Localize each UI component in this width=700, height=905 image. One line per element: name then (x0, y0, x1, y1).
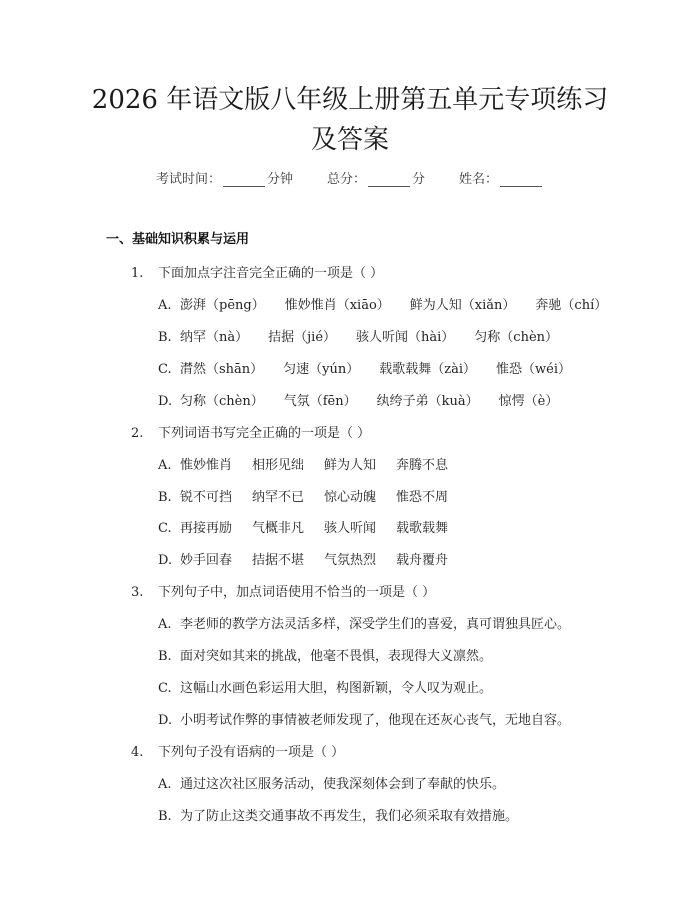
q4-option-b: B. 为了防止这类交通事故不再发生，我们必须采取有效措施。 (158, 809, 519, 824)
q2-option-c: C. 再接再励 气概非凡 骇人听闻 载歌载舞 (158, 521, 449, 536)
q2-option-a: A. 惟妙惟肖 相形见绌 鲜为人知 奔腾不息 (158, 458, 449, 473)
exam-time-field: 考试时间： 分钟 (155, 172, 293, 187)
q3-option-a: A. 李老师的教学方法灵活多样，深受学生们的喜爱，真可谓独具匠心。 (158, 617, 571, 632)
question-1: 1. 下面加点字注音完全正确的一项是（ ） (131, 266, 384, 281)
exam-name-field: 姓名： (459, 168, 544, 187)
q3-option-c: C. 这幅山水画色彩运用大胆，构图新颖，令人叹为观止。 (158, 681, 493, 696)
q1-option-a: A. 澎湃（pēng） 惟妙惟肖（xiāo） 鲜为人知（xiǎn） 奔驰（chí） (158, 298, 608, 313)
exam-score-field: 总分： 分 (326, 172, 426, 187)
score-blank[interactable] (368, 172, 410, 187)
question-2: 2. 下列词语书写完全正确的一项是（ ） (131, 426, 371, 441)
q1-option-d: D. 匀称（chèn） 气氛（fēn） 纨绔子弟（kuà） 惊愕（è） (158, 394, 559, 409)
page-title (70, 80, 630, 160)
q4-option-a: A. 通过这次社区服务活动，使我深刻体会到了奉献的快乐。 (158, 777, 506, 792)
q3-option-d: D. 小明考试作弊的事情被老师发现了，他现在还灰心丧气，无地自容。 (158, 713, 571, 728)
title-line-2: 及答案 (310, 125, 389, 155)
q1-option-c: C. 潸然（shān） 匀速（yún） 载歌载舞（zài） 惟恐（wéi） (158, 362, 572, 377)
q3-option-b: B. 面对突如其来的挑战，他毫不畏惧，表现得大义凛然。 (158, 649, 493, 664)
question-3: 3. 下列句子中，加点词语使用不恰当的一项是（ ） (131, 585, 436, 600)
q2-option-d: D. 妙手回春 拮据不堪 气氛热烈 载舟覆舟 (158, 553, 449, 568)
q1-option-b: B. 纳罕（nà） 拮据（jié） 骇人听闻（hài） 匀称（chèn） (158, 330, 559, 345)
section-heading: 一、基础知识积累与运用 (106, 232, 250, 247)
question-4: 4. 下列句子没有语病的一项是（ ） (131, 745, 345, 760)
q2-option-b: B. 锐不可挡 纳罕不已 惊心动魄 惟恐不周 (158, 490, 449, 505)
name-blank[interactable] (500, 172, 542, 187)
title-line-1: 2026 年语文版八年级上册第五单元专项练习 (91, 85, 609, 115)
exam-meta (0, 168, 700, 187)
time-blank[interactable] (223, 172, 265, 187)
